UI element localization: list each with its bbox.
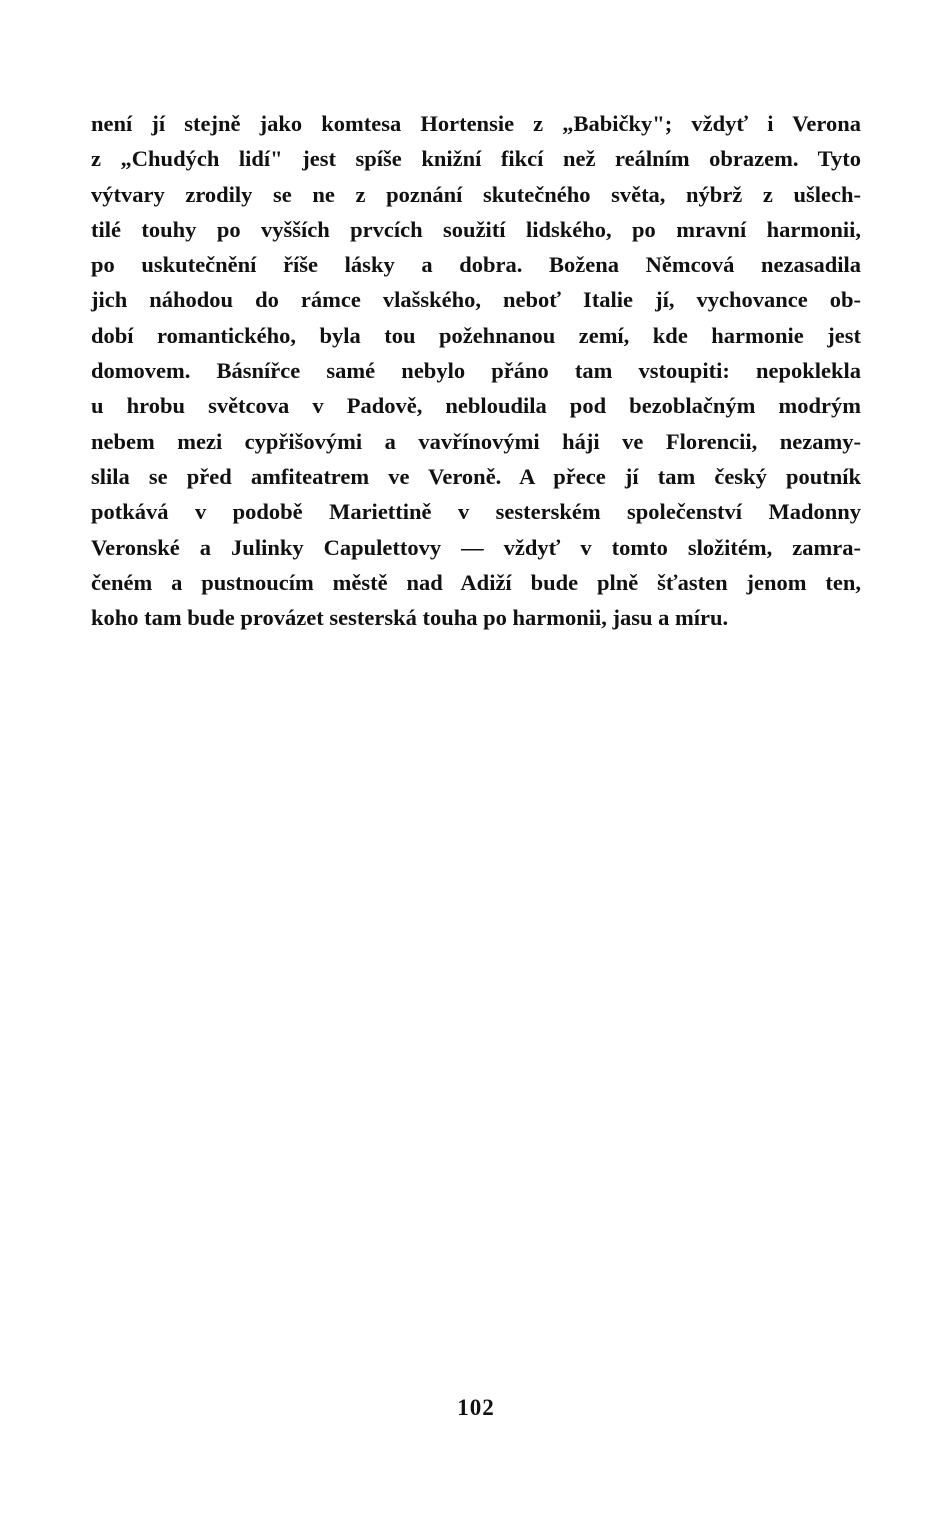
page-number: 102 <box>457 1395 495 1420</box>
text-line: potkává v podobě Mariettině v sesterském společenství Madonny <box>91 499 861 525</box>
text-line: nebem mezi cypřišovými a vavřínovými háji ve Florencii, nezamy- <box>91 428 861 454</box>
text-line: domovem. Básnířce samé nebylo přáno tam vstoupiti: nepoklekla <box>91 358 861 384</box>
text-line: z „Chudých lidí" jest spíše knižní fikcí než reálním obrazem. Tyto <box>91 146 861 172</box>
text-line: po uskutečnění říše lásky a dobra. Božena Němcová nezasadila <box>91 252 861 278</box>
text-line: Veronské a Julinky Capulettovy — vždyť v tomto složitém, zamra- <box>91 534 861 560</box>
text-line: slila se před amfiteatrem ve Veroně. A přece jí tam český poutník <box>91 463 861 489</box>
text-line: tilé touhy po vyšších prvcích soužití lidského, po mravní harmonii, <box>91 216 861 242</box>
text-line: není jí stejně jako komtesa Hortensie z „Babičky"; vždyť i Verona <box>91 111 861 136</box>
text-line: u hrobu světcova v Padově, nebloudila pod bezoblačným modrým <box>91 393 861 419</box>
text-line: výtvary zrodily se ne z poznání skutečného světa, nýbrž z ušlech- <box>91 181 861 207</box>
text-line: koho tam bude provázet sesterská touha po harmonii, jasu a míru. <box>91 605 729 631</box>
body-text <box>91 106 861 635</box>
text-line: čeném a pustnoucím městě nad Adiží bude plně šťasten jenom ten, <box>91 569 861 595</box>
text-line: dobí romantického, byla tou požehnanou zemí, kde harmonie jest <box>91 322 861 348</box>
text-line: jich náhodou do rámce vlašského, neboť Italie jí, vychovance ob- <box>91 287 861 313</box>
